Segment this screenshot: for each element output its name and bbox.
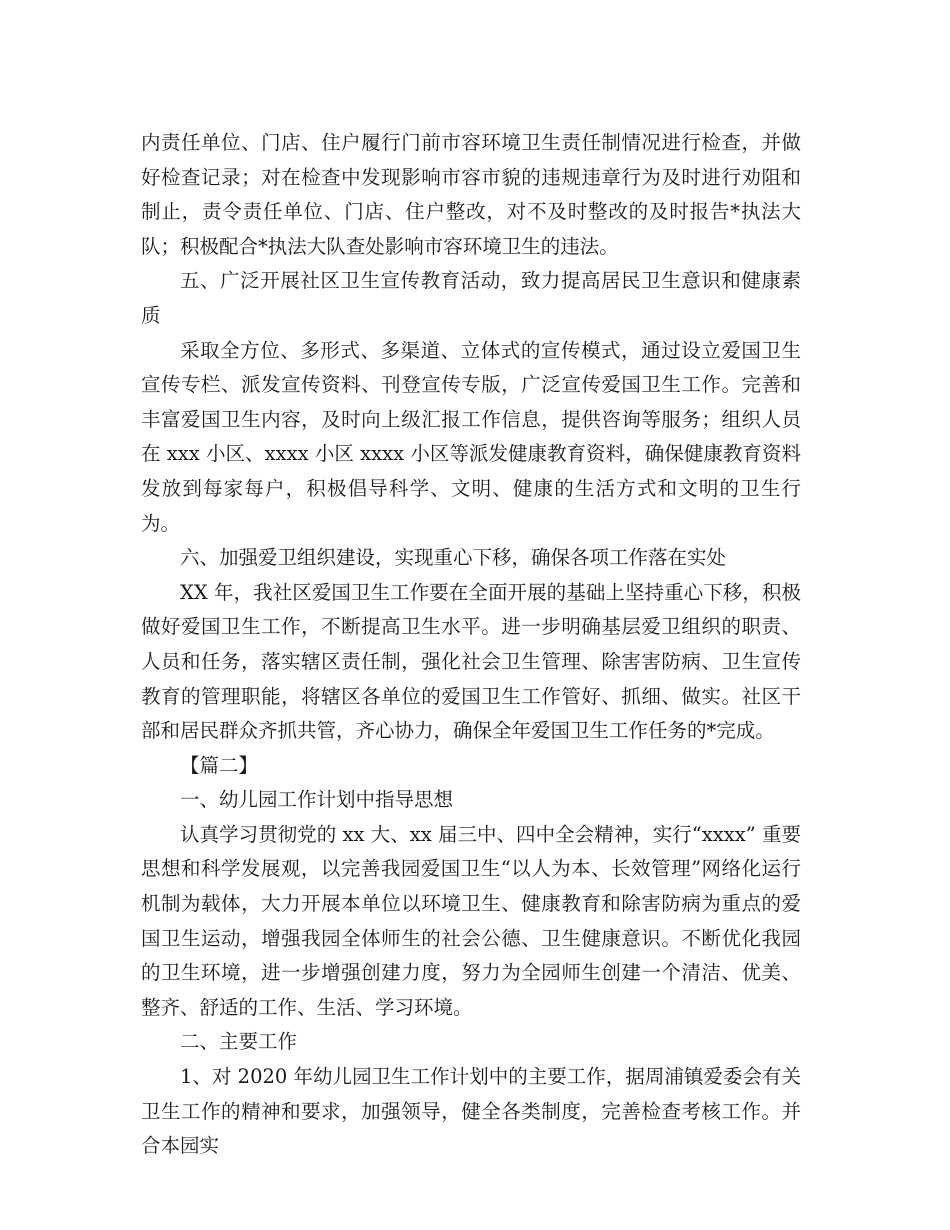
document-body (141, 126, 801, 1164)
paragraph-organization: XX 年，我社区爱国卫生工作要在全面开展的基础上坚持重心下移，积极做好爱国卫生工作，不断提高卫生水平。进一步明确基层爱卫组织的职责、人员和任务，落实辖区责任制，强化社会卫生管理、除害害防病、卫生宣传教育的管理职能，将辖区各单位的爱国卫生工作管好、抓细、做实。社区干部和居民群众齐抓共管，齐心协力，确保全年爱国卫生工作任务的*完成。 (141, 580, 801, 743)
section-heading-5: 五、广泛开展社区卫生宣传教育活动，致力提高居民卫生意识和健康素质 (141, 269, 801, 327)
paragraph-continuation: 内责任单位、门店、住户履行门前市容环境卫生责任制情况进行检查，并做好检查记录；对在检查中发现影响市容市貌的违规违章行为及时进行劝阻和制止，责令责任单位、门店、住户整改，对不及时整改的及时报告*执法大队；积极配合*执法大队查处影响市容环境卫生的违法。 (141, 131, 801, 258)
paragraph-main-work-1: 1、对 2020 年幼儿园卫生工作计划中的主要工作，据周浦镇爱委会有关卫生工作的精神和要求，加强领导，健全各类制度，完善检查考核工作。并合本园实 (141, 1065, 801, 1158)
section-heading-6: 六、加强爱卫组织建设，实现重心下移，确保各项工作落在实处 (180, 546, 727, 570)
section-heading-guiding-ideology: 一、幼儿园工作计划中指导思想 (180, 788, 454, 812)
part-two-heading: 【篇二】 (180, 753, 259, 777)
paragraph-propaganda: 采取全方位、多形式、多渠道、立体式的宣传模式，通过设立爱国卫生宣传专栏、派发宣传资料、刊登宣传专版，广泛宣传爱国卫生工作。完善和丰富爱国卫生内容，及时向上级汇报工作信息，提供咨询等服务；组织人员在 xxx 小区、xxxx 小区 xxxx 小区等派发健康教育资料，确保健康教育资料发放到每家每户，积极倡导科学、文明、健康的生活方式和文明的卫生行为。 (141, 338, 801, 535)
paragraph-guiding-ideology: 认真学习贯彻党的 xx 大、xx 届三中、四中全会精神，实行“xxxx” 重要思想和科学发展观，以完善我园爱国卫生“以人为本、长效管理”网络化运行机制为载体，大力开展本单位以环境卫生、健康教育和除害防病为重点的爱国卫生运动，增强我园全体师生的社会公德、卫生健康意识。不断优化我园的卫生环境，进一步增强创建力度，努力为全园师生创建一个清洁、优美、整齐、舒适的工作、生活、学习环境。 (141, 822, 801, 1019)
section-heading-main-work: 二、主要工作 (180, 1030, 298, 1054)
